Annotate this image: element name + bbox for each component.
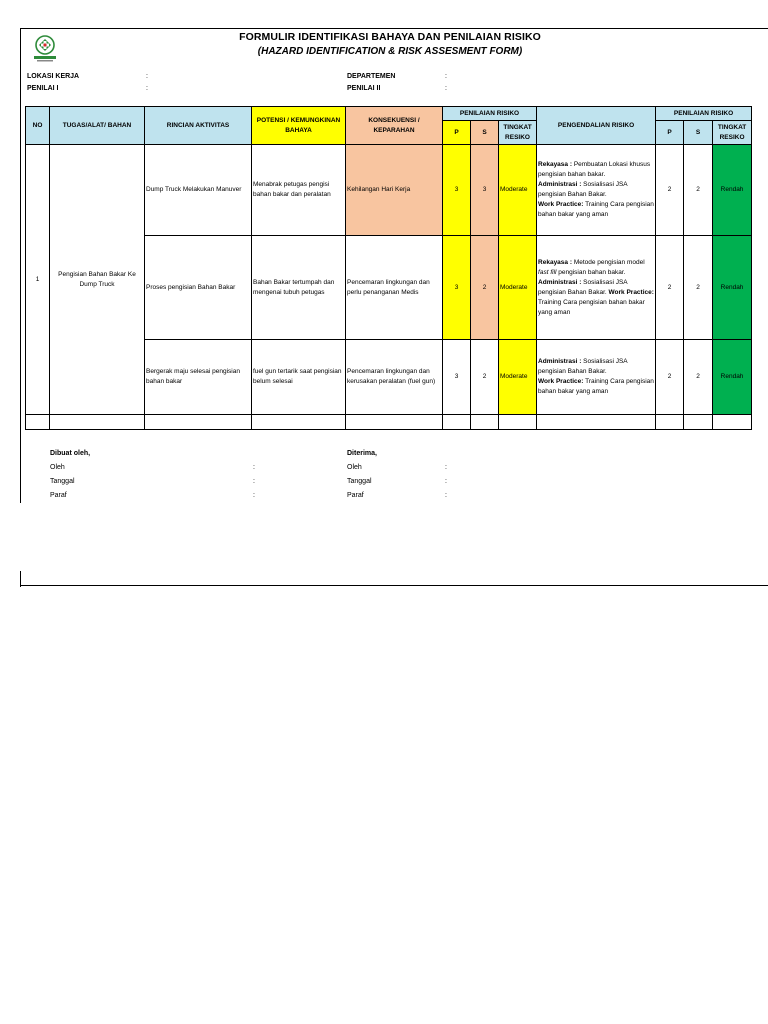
departemen-colon: : [445, 73, 447, 80]
penilai2-label: PENILAI II [347, 85, 381, 92]
diterima-paraf-colon: : [445, 492, 447, 499]
diterima-tanggal-colon: : [445, 478, 447, 485]
dibuat-oleh-label: Oleh [50, 464, 65, 471]
penilai1-colon: : [146, 85, 148, 92]
diterima-paraf-label: Paraf [347, 492, 364, 499]
task-cell: Pengisian Bahan Bakar Ke Dump Truck [50, 145, 145, 415]
sheet-left-edge [20, 571, 21, 586]
tingkat2-cell: Rendah [713, 340, 752, 415]
potensi-cell: Bahan Bakar tertumpah dan mengenai tubuh petugas [252, 236, 346, 340]
pengendalian-cell: Rekayasa : Metode pengisian model fast fill pengisian bahan bakar. Administrasi : Sosialisasi JSA pengisian Bahan Bakar. Work Practice: Training Cara pengisian bahan bakar yang aman [537, 236, 656, 340]
p2-cell: 2 [656, 236, 684, 340]
s2-cell: 2 [684, 236, 713, 340]
pengendalian-cell: Administrasi : Sosialisasi JSA pengisian Bahan Bakar. Work Practice: Training Cara pengisian bahan bakar yang aman [537, 340, 656, 415]
rincian-cell: Dump Truck Melakukan Manuver [145, 145, 252, 236]
rincian-cell: Bergerak maju selesai pengisian bahan bakar [145, 340, 252, 415]
page-cutoff [20, 503, 768, 585]
diterima-tanggal-label: Tanggal [347, 478, 372, 485]
lokasi-label: LOKASI KERJA [27, 73, 80, 80]
p2-cell: 2 [656, 340, 684, 415]
s-cell: 2 [471, 236, 499, 340]
empty-row [26, 415, 752, 430]
company-logo-icon [32, 34, 58, 64]
dibuat-label: Dibuat oleh, [50, 450, 91, 457]
col-rincian: RINCIAN AKTIVITAS [145, 107, 252, 145]
row-number: 1 [26, 145, 50, 415]
penilai1-label: PENILAI I [27, 85, 59, 92]
rincian-cell: Proses pengisian Bahan Bakar [145, 236, 252, 340]
sheet-bottom-edge [20, 585, 768, 586]
col-penilaian-risiko: PENILAIAN RISIKO [443, 107, 537, 121]
col-tugas: TUGAS/ALAT/ BAHAN [50, 107, 145, 145]
table-row [26, 145, 752, 236]
konsekuensi-cell: Pencemaran lingkungan dan kerusakan peralatan (fuel gun) [346, 340, 443, 415]
s2-cell: 2 [684, 145, 713, 236]
s-cell: 2 [471, 340, 499, 415]
potensi-cell: Menabrak petugas pengisi bahan bakar dan peralatan [252, 145, 346, 236]
tingkat-cell: Moderate [499, 340, 537, 415]
col-s2: S [684, 121, 713, 145]
tingkat2-cell: Rendah [713, 145, 752, 236]
p-cell: 3 [443, 340, 471, 415]
tingkat-cell: Moderate [499, 145, 537, 236]
diterima-oleh-colon: : [445, 464, 447, 471]
p-cell: 3 [443, 145, 471, 236]
form-subtitle: (HAZARD IDENTIFICATION & RISK ASSESMENT FORM) [257, 46, 523, 57]
col-p: P [443, 121, 471, 145]
col-potensi: POTENSI / KEMUNGKINAN BAHAYA [252, 107, 346, 145]
diterima-oleh-label: Oleh [347, 464, 362, 471]
tingkat2-cell: Rendah [713, 236, 752, 340]
col-konsekuensi: KONSEKUENSI / KEPARAHAN [346, 107, 443, 145]
dibuat-oleh-colon: : [253, 464, 255, 471]
tingkat-cell: Moderate [499, 236, 537, 340]
col-p2: P [656, 121, 684, 145]
dibuat-paraf-colon: : [253, 492, 255, 499]
col-tingkat2: TINGKAT RESIKO [713, 121, 752, 145]
pengendalian-cell: Rekayasa : Pembuatan Lokasi khusus pengisian bahan bakar. Administrasi : Sosialisasi JSA pengisian Bahan Bakar. Work Practice: Training Cara pengisian bahan bakar yang aman [537, 145, 656, 236]
p-cell: 3 [443, 236, 471, 340]
potensi-cell: fuel gun tertarik saat pengisian belum selesai [252, 340, 346, 415]
col-penilaian-risiko-2: PENILAIAN RISIKO [656, 107, 752, 121]
col-tingkat: TINGKAT RESIKO [499, 121, 537, 145]
konsekuensi-cell: Pencemaran lingkungan dan perlu penanganan Medis [346, 236, 443, 340]
form-title: FORMULIR IDENTIFIKASI BAHAYA DAN PENILAIAN RISIKO [239, 31, 541, 43]
risk-table [25, 106, 752, 430]
penilai2-colon: : [445, 85, 447, 92]
dibuat-tanggal-label: Tanggal [50, 478, 75, 485]
departemen-label: DEPARTEMEN [347, 73, 396, 80]
lokasi-colon: : [146, 73, 148, 80]
konsekuensi-cell: Kehilangan Hari Kerja [346, 145, 443, 236]
diterima-label: Diterima, [347, 450, 377, 457]
p2-cell: 2 [656, 145, 684, 236]
col-pengendalian: PENGENDALIAN RISIKO [537, 107, 656, 145]
dibuat-paraf-label: Paraf [50, 492, 67, 499]
s2-cell: 2 [684, 340, 713, 415]
col-s: S [471, 121, 499, 145]
dibuat-tanggal-colon: : [253, 478, 255, 485]
col-no: NO [26, 107, 50, 145]
s-cell: 3 [471, 145, 499, 236]
